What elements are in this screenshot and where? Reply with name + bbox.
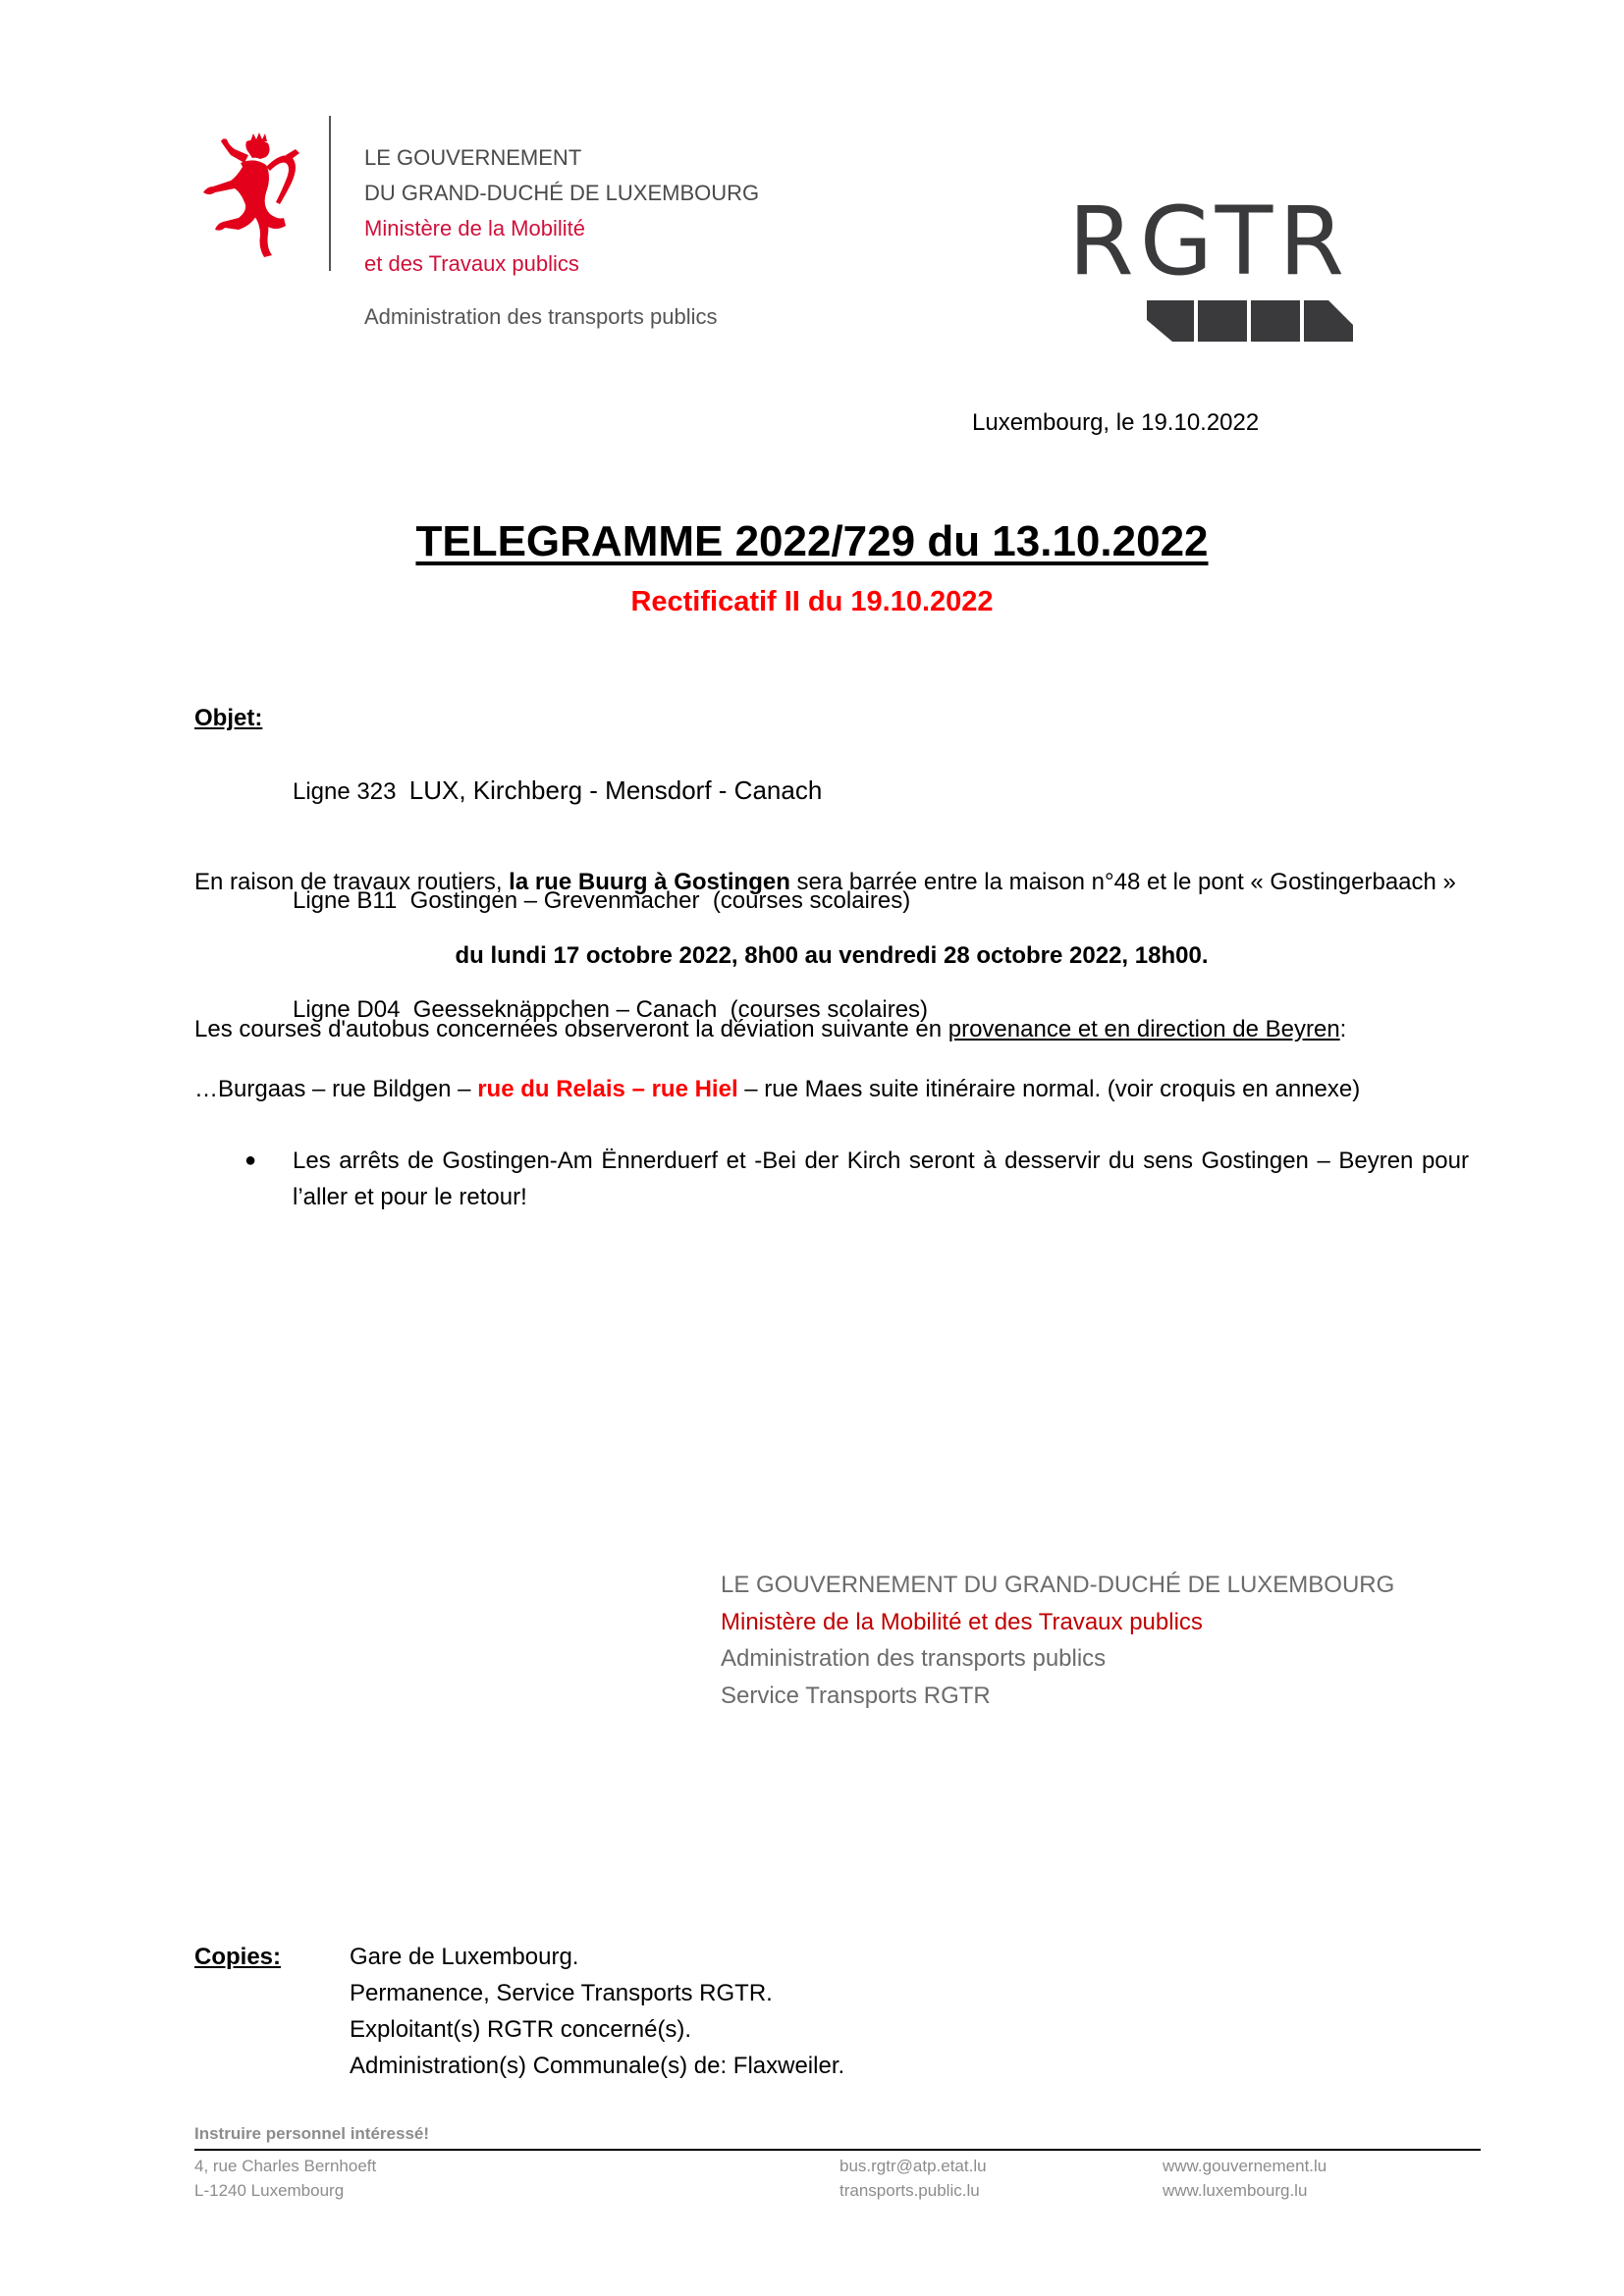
copies-item: Gare de Luxembourg. [350, 1944, 579, 1970]
para2-text: Les courses d'autobus concernées observeront la déviation suivante en [194, 1016, 948, 1042]
copies-item: Permanence, Service Transports RGTR. [350, 1980, 773, 2006]
gov-logo-line2: DU GRAND-DUCHÉ DE LUXEMBOURG [364, 181, 760, 205]
signature-line4: Service Transports RGTR [721, 1682, 991, 1709]
bullet-icon: ● [244, 1149, 257, 1171]
footer-rule [194, 2149, 1481, 2151]
bullet-item: Les arrêts de Gostingen-Am Ënnerduerf et -Bei der Kirch seront à desservir du sens Gostingen – Beyren pour l’aller et pour le retour! [293, 1148, 1469, 1210]
objet-line [293, 773, 928, 810]
signature-line2: Ministère de la Mobilité et des Travaux publics [721, 1608, 1203, 1635]
copies-item: Exploitant(s) RGTR concerné(s). [350, 2016, 692, 2043]
ligne-route: Gostingen – Grevenmacher (courses scolaires) [409, 887, 911, 914]
page-title: TELEGRAMME 2022/729 du 13.10.2022 [415, 517, 1209, 565]
footer-web-link-gouvernement[interactable]: www.gouvernement.lu [1163, 2157, 1327, 2175]
signature-line3: Administration des transports publics [721, 1645, 1107, 1672]
para2-underlined-direction: provenance et en direction de Beyren [947, 1016, 1340, 1042]
footer-site-link[interactable]: transports.public.lu [839, 2181, 980, 2200]
para3-text-end: – rue Maes suite itinéraire normal. (voir croquis en annexe) [737, 1076, 1361, 1102]
gov-logo-line4: et des Travaux publics [364, 251, 579, 276]
signature-block [721, 1567, 1394, 1714]
para3-text: …Burgaas – rue Bildgen – [194, 1076, 478, 1102]
paragraph-deviation-intro [194, 1011, 1469, 1047]
para3-deviation-streets: rue du Relais – rue Hiel [477, 1076, 738, 1102]
ligne-number: Ligne B11 [293, 887, 398, 914]
para1-text: En raison de travaux routiers, [194, 869, 510, 895]
para2-colon: : [1339, 1016, 1347, 1042]
date-line: Luxembourg, le 19.10.2022 [972, 409, 1260, 436]
paragraph-deviation-route [194, 1071, 1469, 1107]
paragraph-closure [194, 864, 1469, 900]
rgtr-logo-text: RGTR [1068, 187, 1351, 296]
subtitle-rectificatif: Rectificatif II du 19.10.2022 [630, 586, 994, 617]
gov-logo-line3: Ministère de la Mobilité [364, 216, 585, 240]
footer-web-link-luxembourg[interactable]: www.luxembourg.lu [1163, 2181, 1308, 2200]
red-lion-emblem-icon [201, 128, 303, 257]
ligne-route: LUX, Kirchberg - Mensdorf - Canach [408, 775, 823, 805]
copies-label: Copies: [194, 1944, 282, 1970]
ligne-number: Ligne D04 [293, 996, 401, 1023]
copies-list [350, 1939, 844, 2084]
closure-period: du lundi 17 octobre 2022, 8h00 au vendredi 28 octobre 2022, 18h00. [455, 942, 1209, 969]
ligne-route: Geesseknäppchen – Canach (courses scolaires) [412, 996, 929, 1023]
body-flow [194, 864, 1469, 1215]
signature-line1: LE GOUVERNEMENT DU GRAND-DUCHÉ DE LUXEMBOURG [721, 1572, 1395, 1598]
para1-street-bold: la rue Buurg à Gostingen [509, 869, 790, 895]
footer-address-line1: 4, rue Charles Bernhoeft [194, 2157, 377, 2175]
gov-logo-line5: Administration des transports publics [364, 304, 718, 329]
para1-text-end: sera barrée entre la maison n°48 et le pont « Gostingerbaach » [789, 869, 1456, 895]
rgtr-logo-bars [1065, 296, 1370, 346]
footer-address-line2: L-1240 Luxembourg [194, 2181, 345, 2200]
gov-logo-line1: LE GOUVERNEMENT [364, 145, 582, 170]
objet-label: Objet: [194, 705, 263, 731]
logo-divider [329, 116, 331, 271]
footer-email-link[interactable]: bus.rgtr@atp.etat.lu [839, 2157, 987, 2175]
footer-note: Instruire personnel intéressé! [194, 2124, 430, 2143]
bullet-list [194, 1143, 1469, 1215]
copies-item: Administration(s) Communale(s) de: Flaxweiler. [350, 2053, 845, 2079]
title-block [0, 518, 1624, 565]
ligne-number: Ligne 323 [293, 778, 397, 805]
